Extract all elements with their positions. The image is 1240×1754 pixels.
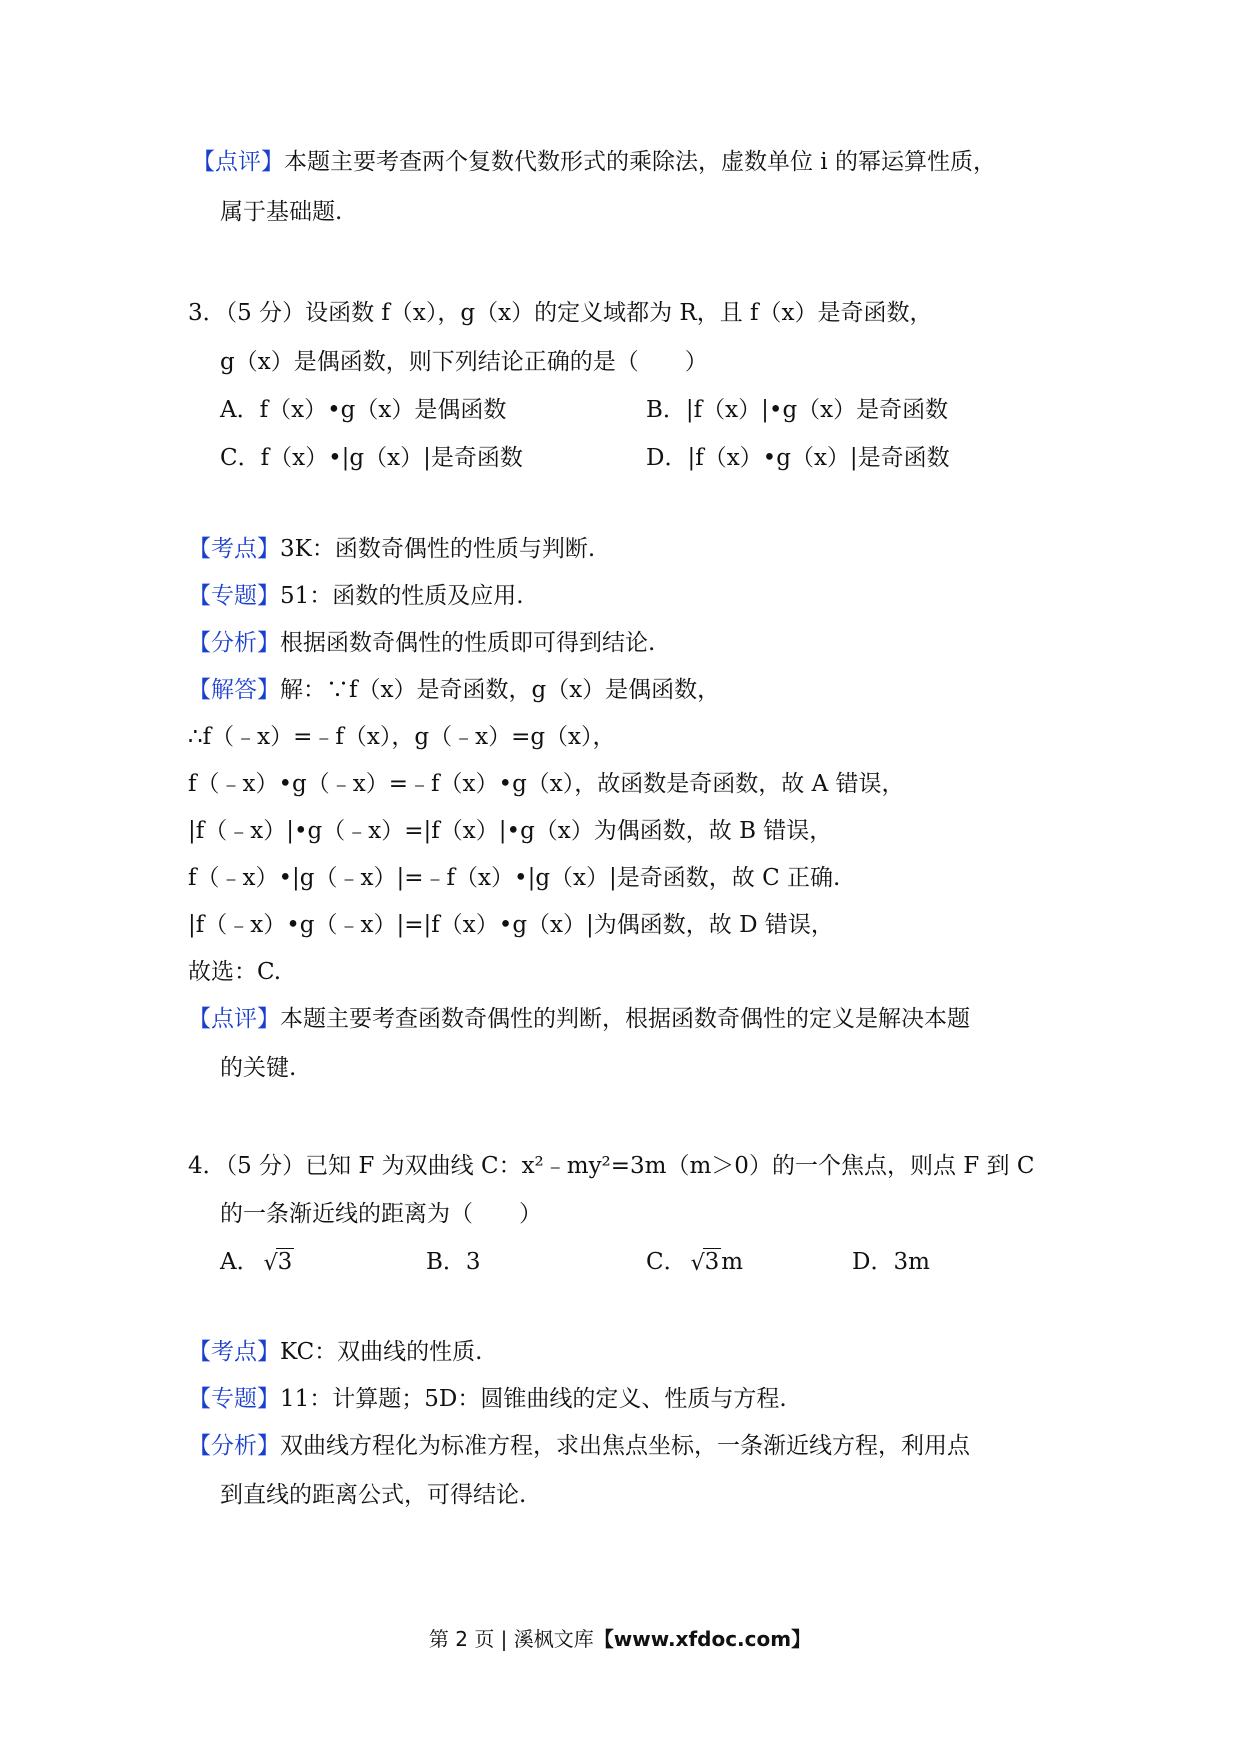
jieda-tag: 【解答】	[188, 677, 280, 703]
solution-line: ∴f（﹣x）=﹣f（x），g（﹣x）=g（x），	[188, 724, 616, 750]
solution-line: f（﹣x）•g（﹣x）=﹣f（x）•g（x），故函数是奇函数，故 A 错误，	[188, 771, 905, 797]
solution-line: 故选：C.	[188, 959, 282, 985]
solution-line: |f（﹣x）•g（﹣x）|=|f（x）•g（x）|为偶函数，故 D 错误，	[188, 912, 834, 938]
footer-bracket-open: 【	[593, 1627, 614, 1651]
kaodian-text: 3K：函数奇偶性的性质与判断.	[280, 536, 596, 562]
dianping-text: 本题主要考查函数奇偶性的判断，根据函数奇偶性的定义是解决本题	[280, 1006, 970, 1032]
footer-website-link[interactable]: www.xfdoc.com	[613, 1627, 792, 1651]
zhuanti-text: 11：计算题；5D：圆锥曲线的定义、性质与方程.	[280, 1386, 787, 1412]
dianping-text-cont: 的关键.	[220, 1055, 297, 1081]
zhuanti-text: 51：函数的性质及应用.	[280, 583, 524, 609]
q4-option-b: B．3	[426, 1249, 481, 1275]
q4-option-c	[646, 1246, 743, 1278]
kaodian-tag: 【考点】	[188, 536, 280, 562]
page-footer	[0, 1624, 1240, 1654]
q3-dianping	[188, 1003, 970, 1035]
footer-bracket-close: 】	[791, 1627, 812, 1651]
fenxi-text: 根据函数奇偶性的性质即可得到结论.	[280, 630, 656, 656]
fenxi-text-cont: 到直线的距离公式，可得结论.	[220, 1482, 527, 1508]
q4-option-c-radicand: 3	[704, 1249, 720, 1275]
q3-option-c: C．f（x）•|g（x）|是奇函数	[220, 445, 523, 471]
q4-option-a	[220, 1246, 294, 1278]
q3-kaodian	[188, 533, 595, 565]
sqrt-symbol: √ 3	[690, 1249, 720, 1276]
zhuanti-tag: 【专题】	[188, 1386, 280, 1412]
q3-fenxi	[188, 627, 655, 659]
kaodian-text: KC：双曲线的性质.	[280, 1339, 483, 1365]
q4-option-c-suffix: m	[721, 1249, 744, 1275]
q4-zhuanti	[188, 1383, 787, 1415]
q3-stem-cont: g（x）是偶函数，则下列结论正确的是（ ）	[220, 349, 708, 375]
q4-option-d: D．3m	[852, 1249, 930, 1275]
fenxi-tag: 【分析】	[188, 630, 280, 656]
jieda-text: 解：∵f（x）是奇函数，g（x）是偶函数，	[280, 677, 721, 703]
q4-option-c-label: C．	[646, 1249, 687, 1275]
comment-block	[192, 146, 996, 178]
q4-option-a-label: A．	[220, 1249, 260, 1275]
q3-stem: 3．（5 分）设函数 f（x），g（x）的定义域都为 R，且 f（x）是奇函数，	[188, 300, 933, 326]
q4-stem: 4．（5 分）已知 F 为双曲线 C：x²﹣my²=3m（m＞0）的一个焦点，则点 F 到 C	[188, 1153, 1035, 1179]
q4-stem-cont: 的一条渐近线的距离为（ ）	[220, 1201, 542, 1227]
kaodian-tag: 【考点】	[188, 1339, 280, 1365]
fenxi-text: 双曲线方程化为标准方程，求出焦点坐标，一条渐近线方程，利用点	[280, 1433, 970, 1459]
q4-fenxi	[188, 1430, 970, 1462]
q3-option-b: B．|f（x）|•g（x）是奇函数	[646, 397, 949, 423]
solution-line: f（﹣x）•|g（﹣x）|=﹣f（x）•|g（x）|是奇函数，故 C 正确.	[188, 865, 841, 891]
comment-tag: 【点评】	[192, 149, 284, 175]
q3-option-a: A．f（x）•g（x）是偶函数	[220, 397, 507, 423]
q3-jieda	[188, 674, 720, 706]
solution-line: |f（﹣x）|•g（﹣x）=|f（x）|•g（x）为偶函数，故 B 错误，	[188, 818, 833, 844]
footer-page-text: 第 2 页 | 溪枫文库	[428, 1627, 594, 1651]
comment-text-cont: 属于基础题.	[220, 199, 343, 225]
q4-kaodian	[188, 1336, 482, 1368]
fenxi-tag: 【分析】	[188, 1433, 280, 1459]
sqrt-symbol: √ 3	[263, 1249, 293, 1276]
q3-zhuanti	[188, 580, 524, 612]
q3-option-d: D．|f（x）•g（x）|是奇函数	[646, 445, 950, 471]
zhuanti-tag: 【专题】	[188, 583, 280, 609]
comment-text: 本题主要考查两个复数代数形式的乘除法，虚数单位 i 的幂运算性质，	[284, 149, 996, 175]
dianping-tag: 【点评】	[188, 1006, 280, 1032]
q4-option-a-radicand: 3	[277, 1249, 293, 1275]
